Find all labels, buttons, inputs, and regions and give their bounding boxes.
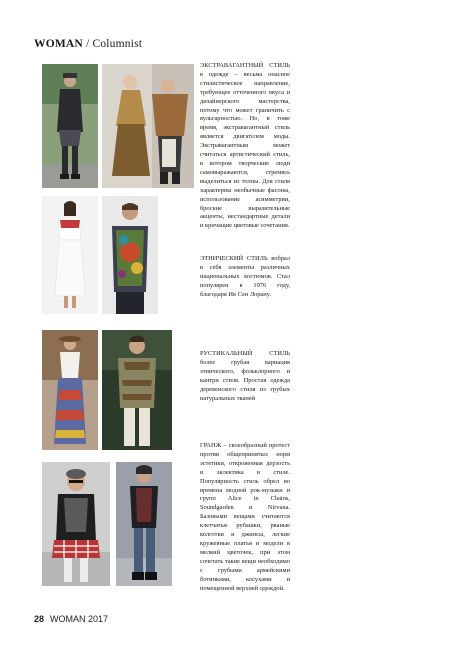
photo-grunge-man-jeans: [116, 462, 172, 586]
photo-grunge-woman-plaid: [42, 462, 110, 586]
page-number: 28: [34, 614, 45, 624]
text-extravagant-style: [200, 62, 290, 231]
text-ethnic-style: [200, 255, 290, 300]
page-footer: [34, 614, 108, 624]
footer-magazine-name: WOMAN 2017: [50, 614, 109, 624]
photo-extravagant-women-fur: [102, 64, 194, 188]
page-header: [34, 38, 142, 50]
header-section: Columnist: [92, 38, 143, 50]
header-brand: WOMAN: [34, 38, 83, 50]
photo-rustic-man-knit: [102, 330, 172, 450]
text-grunge-style-body: ГРАНЖ – своеобразный протест против общепринятых норм эстетики, откровенная дерзость и эклектика в стиле. Популярность стиль обрел во времена модной рок-музыки и групп Alice in Chains, Soundgarden и Nirvana. Базовыми вещами считаются клетчатые рубашки, рваные колготки и джинсы, легкие кружевные платья и модели в мелкий цветочек, при этом сочетать такие вещи необходимо с грубыми армейскими ботинками, косухами и помещенной верхней одеждой.: [200, 442, 290, 592]
photo-extravagant-man-black: [42, 64, 98, 188]
photo-rustic-woman-skirt: [42, 330, 98, 450]
text-rustic-style: [200, 350, 290, 403]
text-rustic-style-body: РУСТИКАЛЬНЫЙ СТИЛЬ более грубая вариация этнического, фольклорного и кантри стиля. Простая одежда деревенского стиля из грубых натуральных тканей: [200, 350, 290, 402]
text-extravagant-style-body: ЭКСТРАВАГАНТНЫЙ СТИЛЬ в одежде – весьма опасное стилистическое направление, требующее отточенного вкуса и дизайнерского мастерства, потому что может граничить с вульгарностью. Но, в тоже время, экстравагантный стиль является двигателем моды. Экстравагантным может считаться артистический стиль, в котором творческие люди самовыражаются, стремясь выделиться из толпы. Для стиля характерны необычные фасоны, использование асимметрии, броские выразительные акценты, нестандартные детали и кричащие цветовые сочетания.: [200, 62, 290, 230]
photo-ethnic-woman-white: [42, 196, 98, 314]
header-separator: /: [82, 38, 93, 50]
text-grunge-style: [200, 442, 290, 593]
text-ethnic-style-body: ЭТНИЧЕСКИЙ СТИЛЬ вобрал в себя элементы различных национальных костюмов. Стал популярен в 1976 году, благодаря Ив Сен Лорану.: [200, 255, 290, 298]
photo-ethnic-man-print-shirt: [102, 196, 158, 314]
